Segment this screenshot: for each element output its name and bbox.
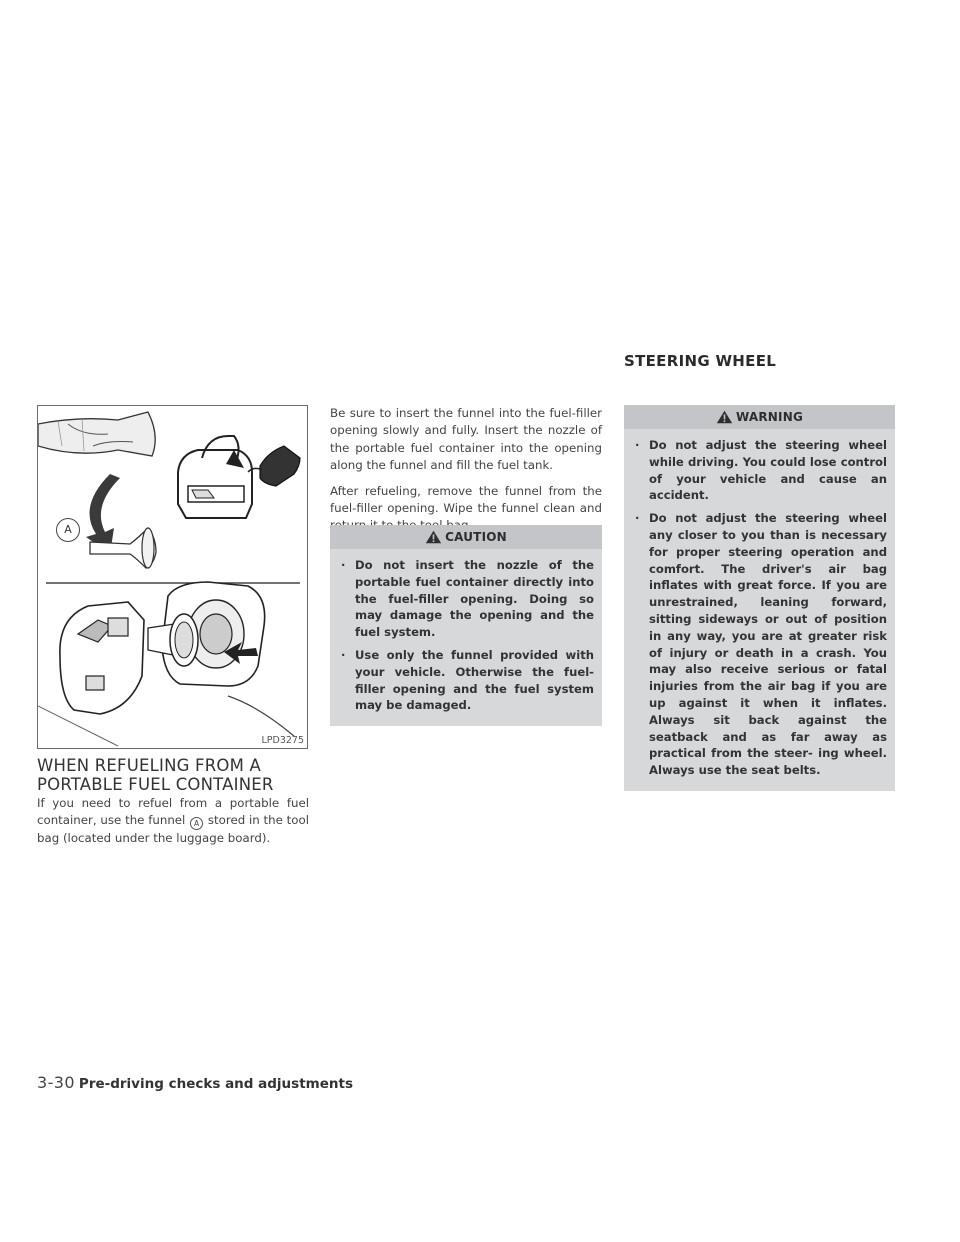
figure-code: LPD3275 — [261, 735, 304, 746]
page-number: 3-30 — [37, 1073, 75, 1092]
caution-list — [330, 549, 602, 726]
callout-a: A — [56, 518, 80, 542]
caution-header — [330, 525, 602, 549]
refuel-heading-line1: WHEN REFUELING FROM A — [37, 756, 261, 775]
warning-box — [624, 405, 895, 791]
warning-title: WARNING — [735, 410, 804, 424]
refuel-heading — [37, 756, 327, 794]
chapter-title: Pre-driving checks and adjustments — [78, 1076, 353, 1092]
inline-callout-a: A — [190, 817, 203, 830]
list-item: · Use only the funnel provided with your vehicle. Otherwise the fuel-filler opening and the fuel system may be damaged. — [338, 647, 594, 714]
refuel-paragraph-2: Be sure to insert the funnel into the fuel-filler opening slowly and fully. Insert the nozzle of the portable fuel container into the opening along the funnel and fill the fuel tank. — [330, 406, 602, 473]
illustration-drawing — [38, 406, 308, 749]
section-heading-steering-wheel: STEERING WHEEL — [624, 352, 777, 370]
list-item: · Do not adjust the steering wheel any closer to you than is necessary for proper steering operation and comfort. The driver's air bag inflates with great force. If you are unrestrained, leaning forward, sitting sideways or out of position in any way, you are at greater risk of injury or death in a crash. You may also receive serious or fatal injuries from the air bag if you are up against it when it inflates. Always sit back against the seatback and as far away as practical from the steer- ing wheel. Always use the seat belts. — [632, 510, 887, 779]
warning-triangle-icon — [425, 530, 442, 544]
list-item: · Do not adjust the steering wheel while driving. You could lose control of your vehicle and cause an accident. — [632, 437, 887, 504]
p1-text-before: If you need to refuel from a portable fuel container, use the funnel — [37, 796, 309, 828]
refuel-paragraph-3: After refueling, remove the funnel from the fuel-filler opening. Wipe the funnel clean and — [330, 483, 602, 516]
warning-triangle-icon — [716, 410, 733, 424]
warning-list — [624, 429, 895, 791]
caution-title: CAUTION — [445, 530, 507, 544]
refuel-heading-line2: PORTABLE FUEL CONTAINER — [37, 775, 274, 794]
refuel-paragraph-1 — [37, 795, 309, 848]
p1-text-after: stored in the tool bag (located under the luggage board). — [37, 813, 310, 846]
caution-box — [330, 525, 602, 726]
page-footer — [37, 1073, 353, 1092]
warning-header — [624, 405, 895, 429]
refuel-funnel-illustration — [37, 405, 308, 749]
list-item: · Do not insert the nozzle of the portable fuel container directly into the fuel-filler opening. Doing so may damage the opening and the fuel system. — [338, 557, 594, 641]
middle-column — [330, 405, 602, 543]
